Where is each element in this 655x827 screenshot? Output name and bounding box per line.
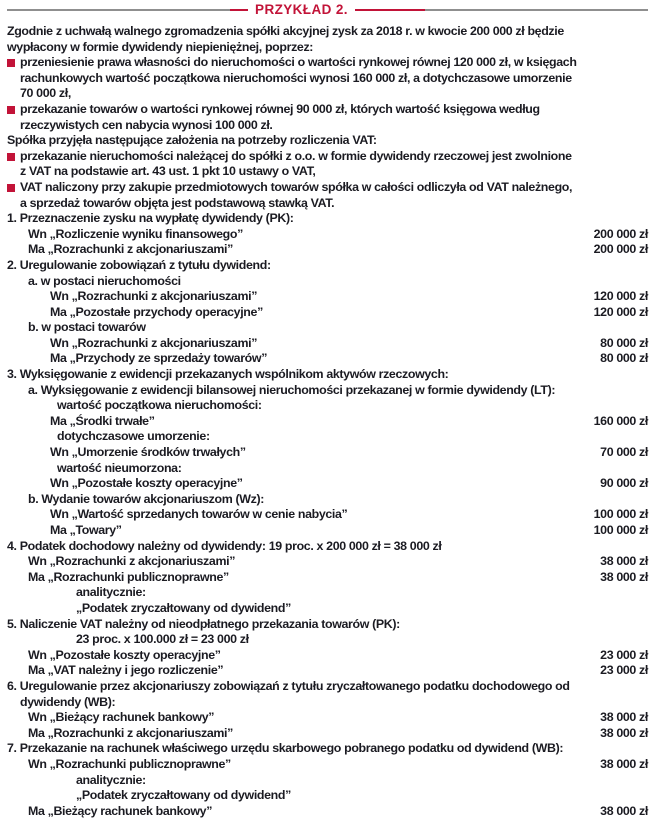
doc-line	[7, 164, 648, 180]
doc-line	[7, 507, 648, 523]
line-text: Ma „Rozrachunki publicznoprawne”	[28, 569, 229, 584]
line-text: przeniesienie prawa własności do nieruchomości o wartości rynkowej równej 120 000 zł, w księgach	[20, 55, 577, 70]
line-text: Wn „Umorzenie środków trwałych”	[50, 445, 246, 460]
doc-line	[7, 149, 648, 165]
line-text: Wn „Pozostałe koszty operacyjne”	[28, 647, 221, 662]
amount-value: 38 000 zł	[600, 569, 648, 584]
line-text: rzeczywistych cen nabycia wynosi 100 000 zł.	[20, 117, 273, 132]
doc-line	[7, 461, 648, 477]
line-text: 1. Przeznaczenie zysku na wypłatę dywidendy (PK):	[7, 211, 294, 226]
line-text: 23 proc. x 100.000 zł = 23 000 zł	[76, 632, 249, 647]
line-text: 2. Uregulowanie zobowiązań z tytułu dywidend:	[7, 257, 271, 272]
doc-line	[7, 118, 648, 134]
line-text: Ma „Towary”	[50, 523, 122, 537]
line-text: rachunkowych wartość początkowa nieruchomości wynosi 160 000 zł, a dotychczasowe umorzenie	[20, 70, 572, 85]
doc-line	[7, 710, 648, 726]
line-text: analitycznie:	[76, 585, 146, 600]
line-text: Ma „Przychody ze sprzedaży towarów”	[50, 351, 268, 366]
doc-line	[7, 289, 648, 305]
line-text: b. Wydanie towarów akcjonariuszom (Wz):	[28, 491, 265, 506]
doc-line	[7, 554, 648, 570]
line-text: Ma „Rozrachunki z akcjonariuszami”	[28, 725, 233, 740]
document-body	[7, 24, 648, 819]
amount-value: 80 000 zł	[600, 351, 648, 366]
doc-line	[7, 133, 648, 149]
line-text: wypłacony w formie dywidendy niepieniężnej, poprzez:	[7, 39, 314, 54]
line-text: Wn „Bieżący rachunek bankowy”	[28, 710, 215, 725]
example-title: PRZYKŁAD 2.	[255, 2, 348, 17]
amount-value: 23 000 zł	[600, 663, 648, 678]
doc-line	[7, 71, 648, 87]
line-text: „Podatek zryczałtowany od dywidend”	[76, 788, 291, 803]
amount-value: 23 000 zł	[600, 647, 648, 662]
line-text: 6. Uregulowanie przez akcjonariuszy zobowiązań z tytułu zryczałtowanego podatku dochodowego od	[7, 678, 570, 693]
amount-value: 120 000 zł	[593, 304, 648, 319]
doc-line	[7, 492, 648, 508]
line-text: Ma „Środki trwałe”	[50, 413, 155, 428]
example-header	[7, 2, 648, 18]
doc-line	[7, 211, 648, 227]
doc-line	[7, 601, 648, 617]
doc-line	[7, 351, 648, 367]
doc-line	[7, 40, 648, 56]
doc-line	[7, 367, 648, 383]
amount-value: 80 000 zł	[600, 335, 648, 350]
line-text: dywidendy (WB):	[20, 694, 116, 709]
doc-line	[7, 86, 648, 102]
line-text: Wn „Rozrachunki z akcjonariuszami”	[50, 335, 258, 350]
doc-line	[7, 24, 648, 40]
line-text: Ma „Rozrachunki z akcjonariuszami”	[28, 242, 233, 257]
line-text: Ma „Pozostałe przychody operacyjne”	[50, 304, 263, 319]
doc-line	[7, 398, 648, 414]
line-text: a. w postaci nieruchomości	[28, 273, 181, 288]
line-text: a. Wyksięgowanie z ewidencji bilansowej nieruchomości przekazanej w formie dywidendy (LT):	[28, 382, 556, 397]
doc-line	[7, 757, 648, 773]
doc-line	[7, 539, 648, 555]
bullet-icon	[7, 106, 15, 114]
header-rule-right-gray	[425, 9, 648, 11]
doc-line	[7, 305, 648, 321]
doc-line	[7, 476, 648, 492]
amount-value: 200 000 zł	[593, 226, 648, 241]
line-text: a sprzedaż towarów objęta jest podstawową stawką VAT.	[20, 195, 335, 210]
line-text: Wn „Wartość sprzedanych towarów w cenie nabycia”	[50, 507, 348, 522]
line-text: VAT naliczony przy zakupie przedmiotowych towarów spółka w całości odliczyła od VAT należnego,	[20, 179, 573, 194]
amount-value: 120 000 zł	[593, 289, 648, 304]
doc-line	[7, 102, 648, 118]
amount-value: 200 000 zł	[593, 242, 648, 257]
doc-line	[7, 414, 648, 430]
line-text: 70 000 zł,	[20, 86, 71, 101]
line-text: wartość początkowa nieruchomości:	[57, 398, 262, 413]
line-text: Wn „Rozrachunki publicznoprawne”	[28, 756, 231, 771]
bullet-icon	[7, 153, 15, 161]
doc-line	[7, 274, 648, 290]
doc-line	[7, 648, 648, 664]
amount-value: 90 000 zł	[600, 476, 648, 491]
bullet-icon	[7, 59, 15, 67]
line-text: 5. Naliczenie VAT należny od nieodpłatnego przekazania towarów (PK):	[7, 616, 400, 631]
doc-line	[7, 383, 648, 399]
line-text: dotychczasowe umorzenie:	[57, 429, 210, 444]
line-text: „Podatek zryczałtowany od dywidend”	[76, 600, 291, 615]
doc-line	[7, 180, 648, 196]
header-rule-left-red	[230, 9, 248, 11]
doc-line	[7, 617, 648, 633]
doc-line	[7, 726, 648, 742]
line-text: przekazanie nieruchomości należącej do spółki z o.o. w formie dywidendy rzeczowej jest zwolnione	[20, 148, 572, 163]
doc-line	[7, 585, 648, 601]
line-text: 3. Wyksięgowanie z ewidencji przekazanych wspólnikom aktywów rzeczowych:	[7, 367, 449, 382]
doc-line	[7, 679, 648, 695]
amount-value: 38 000 zł	[600, 710, 648, 725]
line-text: Ma „Bieżący rachunek bankowy”	[28, 803, 213, 818]
header-rule-left-gray	[7, 9, 230, 11]
doc-line	[7, 429, 648, 445]
doc-line	[7, 196, 648, 212]
doc-line	[7, 741, 648, 757]
doc-line	[7, 773, 648, 789]
amount-value: 38 000 zł	[600, 756, 648, 771]
bullet-icon	[7, 184, 15, 192]
amount-value: 38 000 zł	[600, 725, 648, 740]
doc-line	[7, 445, 648, 461]
line-text: Wn „Pozostałe koszty operacyjne”	[50, 476, 243, 491]
amount-value: 100 000 zł	[593, 507, 648, 522]
amount-value: 38 000 zł	[600, 803, 648, 818]
line-text: Zgodnie z uchwałą walnego zgromadzenia spółki akcyjnej zysk za 2018 r. w kwocie 200 000 zł będzie	[7, 24, 564, 38]
line-text: b. w postaci towarów	[28, 320, 146, 335]
amount-value: 38 000 zł	[600, 554, 648, 569]
doc-line	[7, 242, 648, 258]
doc-line	[7, 320, 648, 336]
doc-line	[7, 788, 648, 804]
line-text: 7. Przekazanie na rachunek właściwego urzędu skarbowego pobranego podatku od dywidend (WB):	[7, 741, 564, 756]
line-text: Wn „Rozliczenie wyniku finansowego”	[28, 226, 243, 241]
doc-line	[7, 663, 648, 679]
doc-line	[7, 336, 648, 352]
line-text: 4. Podatek dochodowy należny od dywidendy: 19 proc. x 200 000 zł = 38 000 zł	[7, 538, 442, 553]
doc-line	[7, 523, 648, 539]
amount-value: 160 000 zł	[593, 413, 648, 428]
amount-value: 100 000 zł	[593, 523, 648, 537]
doc-line	[7, 804, 648, 820]
line-text: Wn „Rozrachunki z akcjonariuszami”	[50, 289, 258, 304]
line-text: Spółka przyjęła następujące założenia na potrzeby rozliczenia VAT:	[7, 133, 377, 148]
amount-value: 70 000 zł	[600, 445, 648, 460]
line-text: z VAT na podstawie art. 43 ust. 1 pkt 10 ustawy o VAT,	[20, 164, 316, 179]
doc-line	[7, 258, 648, 274]
header-rule-right-red	[355, 9, 425, 11]
line-text: analitycznie:	[76, 772, 146, 787]
line-text: wartość nieumorzona:	[57, 460, 182, 475]
line-text: przekazanie towarów o wartości rynkowej równej 90 000 zł, których wartość księgowa według	[20, 101, 540, 116]
doc-line	[7, 570, 648, 586]
line-text: Ma „VAT należny i jego rozliczenie”	[28, 663, 224, 678]
doc-line	[7, 632, 648, 648]
doc-line	[7, 55, 648, 71]
line-text: Wn „Rozrachunki z akcjonariuszami”	[28, 554, 236, 569]
doc-line	[7, 227, 648, 243]
doc-line	[7, 695, 648, 711]
